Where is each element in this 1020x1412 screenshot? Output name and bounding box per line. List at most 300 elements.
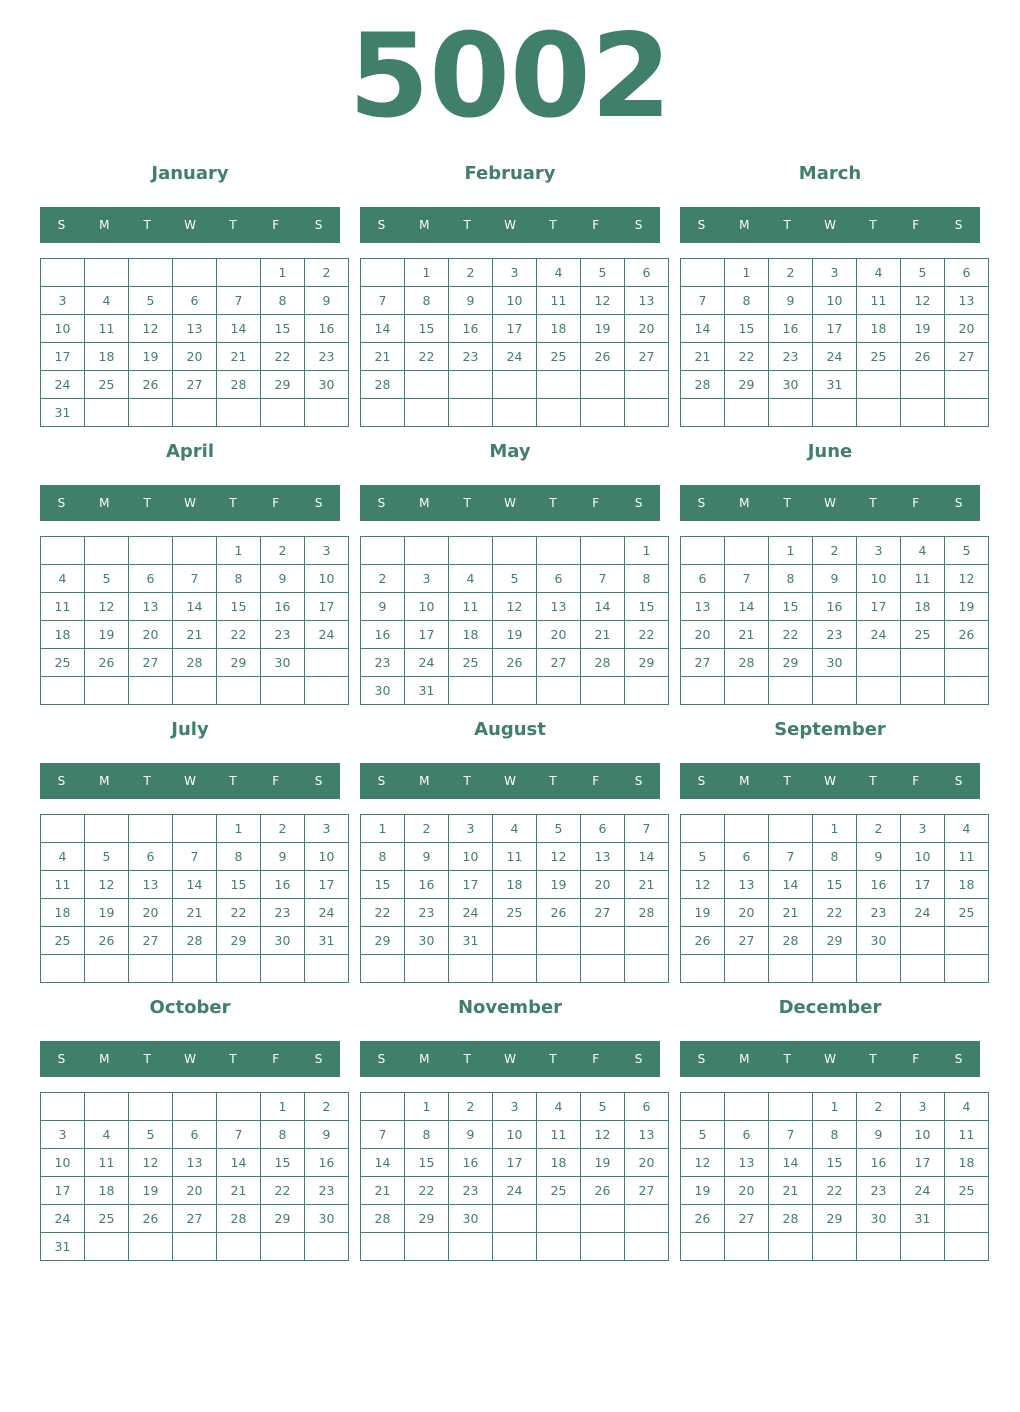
week-row [361,537,669,565]
empty-day-cell [681,399,725,427]
weekday-label: T [229,1052,237,1066]
day-cell: 30 [305,371,349,399]
empty-day-cell [449,955,493,983]
day-cell: 1 [725,259,769,287]
day-cell: 2 [857,1093,901,1121]
week-row [681,1121,989,1149]
month-title: December [778,997,882,1018]
month-title: March [798,163,862,184]
week-row [681,621,989,649]
day-cell: 29 [361,927,405,955]
weekday-label: M [419,218,430,232]
empty-day-cell [173,1093,217,1121]
day-cell: 26 [901,343,945,371]
day-cell: 19 [581,315,625,343]
weekday-label: T [783,218,791,232]
day-cell: 12 [681,871,725,899]
day-cell: 11 [41,871,85,899]
day-cell: 16 [305,1149,349,1177]
day-cell: 30 [857,927,901,955]
day-cell: 8 [361,843,405,871]
weekday-label: T [783,774,791,788]
empty-day-cell [493,955,537,983]
week-row [361,955,669,983]
day-cell: 3 [493,1093,537,1121]
week-row [41,871,349,899]
empty-day-cell [581,371,625,399]
weekday-header [360,485,660,521]
day-cell: 11 [537,287,581,315]
empty-day-cell [901,955,945,983]
day-cell: 11 [901,565,945,593]
empty-day-cell [681,1093,725,1121]
day-cell: 7 [769,1121,813,1149]
day-cell: 10 [493,1121,537,1149]
day-cell: 29 [217,649,261,677]
day-cell: 13 [537,593,581,621]
day-cell: 14 [173,593,217,621]
empty-day-cell [261,955,305,983]
day-cell: 21 [217,1177,261,1205]
weekday-label: S [954,218,963,232]
day-cell: 4 [945,815,989,843]
day-cell: 30 [449,1205,493,1233]
day-cell: 3 [305,537,349,565]
day-cell: 22 [217,621,261,649]
day-cell: 27 [725,1205,769,1233]
day-cell: 9 [305,1121,349,1149]
day-cell: 5 [493,565,537,593]
day-cell: 10 [41,1149,85,1177]
day-cell: 13 [581,843,625,871]
weekday-label: S [634,774,643,788]
day-cell: 31 [41,399,85,427]
weekday-label: S [377,496,386,510]
weekday-label: S [377,218,386,232]
day-cell: 5 [681,843,725,871]
empty-day-cell [361,1233,405,1261]
weekday-label: W [184,1052,196,1066]
empty-day-cell [625,677,669,705]
day-cell: 5 [537,815,581,843]
day-cell: 19 [85,899,129,927]
empty-day-cell [41,677,85,705]
weekday-label: S [57,1052,66,1066]
day-cell: 3 [857,537,901,565]
week-row [681,343,989,371]
month-title: May [489,441,531,462]
empty-day-cell [85,955,129,983]
weekday-label: F [912,496,920,510]
day-cell: 30 [813,649,857,677]
day-cell: 20 [129,621,173,649]
day-cell: 18 [857,315,901,343]
day-cell: 22 [405,343,449,371]
day-cell: 11 [945,843,989,871]
weekday-label: T [229,496,237,510]
week-row [681,1233,989,1261]
day-cell: 24 [41,1205,85,1233]
day-cell: 1 [405,1093,449,1121]
day-cell: 1 [769,537,813,565]
day-cell: 7 [217,287,261,315]
day-cell: 27 [173,1205,217,1233]
week-row [681,927,989,955]
day-cell: 28 [173,927,217,955]
day-cell: 24 [305,899,349,927]
day-cell: 29 [625,649,669,677]
day-grid [680,258,989,427]
weekday-label: S [697,1052,706,1066]
empty-day-cell [305,649,349,677]
day-cell: 3 [901,1093,945,1121]
day-cell: 29 [217,927,261,955]
day-cell: 3 [405,565,449,593]
empty-day-cell [449,371,493,399]
week-row [41,843,349,871]
empty-day-cell [85,259,129,287]
empty-day-cell [405,955,449,983]
day-cell: 18 [493,871,537,899]
day-cell: 19 [493,621,537,649]
day-cell: 18 [41,899,85,927]
weekday-label: F [592,218,600,232]
day-cell: 25 [537,343,581,371]
day-cell: 23 [769,343,813,371]
weekday-label: T [143,1052,151,1066]
empty-day-cell [173,537,217,565]
day-cell: 31 [405,677,449,705]
week-row [681,1177,989,1205]
empty-day-cell [173,677,217,705]
empty-day-cell [857,677,901,705]
week-row [361,399,669,427]
day-cell: 22 [261,343,305,371]
weekday-label: W [184,774,196,788]
day-cell: 27 [945,343,989,371]
weekday-label: T [783,496,791,510]
week-row [361,287,669,315]
day-cell: 29 [261,1205,305,1233]
day-cell: 5 [581,1093,625,1121]
day-cell: 16 [449,1149,493,1177]
weekday-label: F [592,774,600,788]
day-cell: 24 [41,371,85,399]
day-cell: 1 [217,815,261,843]
day-cell: 26 [85,927,129,955]
empty-day-cell [405,1233,449,1261]
empty-day-cell [449,537,493,565]
day-cell: 28 [625,899,669,927]
empty-day-cell [173,399,217,427]
day-cell: 8 [261,1121,305,1149]
day-cell: 6 [725,843,769,871]
day-cell: 17 [901,871,945,899]
day-cell: 10 [493,287,537,315]
day-cell: 18 [41,621,85,649]
day-cell: 4 [901,537,945,565]
day-cell: 2 [261,537,305,565]
week-row [361,1205,669,1233]
day-cell: 5 [901,259,945,287]
day-cell: 30 [405,927,449,955]
weekday-label: S [697,774,706,788]
day-cell: 8 [625,565,669,593]
day-cell: 12 [129,315,173,343]
empty-day-cell [945,955,989,983]
weekday-label: M [739,496,750,510]
weekday-label: S [954,774,963,788]
day-cell: 7 [769,843,813,871]
empty-day-cell [725,537,769,565]
weekday-label: W [184,218,196,232]
day-cell: 21 [725,621,769,649]
weekday-header [40,207,340,243]
empty-day-cell [129,537,173,565]
day-cell: 16 [261,871,305,899]
day-cell: 26 [129,371,173,399]
day-cell: 17 [405,621,449,649]
day-cell: 20 [945,315,989,343]
day-cell: 21 [173,621,217,649]
empty-day-cell [41,815,85,843]
day-cell: 24 [449,899,493,927]
weekday-label: S [314,1052,323,1066]
empty-day-cell [129,259,173,287]
empty-day-cell [813,1233,857,1261]
week-row [41,1205,349,1233]
week-row [681,1093,989,1121]
week-row [681,815,989,843]
day-cell: 4 [41,843,85,871]
week-row [41,677,349,705]
weekday-label: T [463,774,471,788]
empty-day-cell [305,677,349,705]
day-cell: 3 [901,815,945,843]
day-cell: 21 [361,1177,405,1205]
day-cell: 3 [813,259,857,287]
day-grid [680,536,989,705]
day-cell: 5 [681,1121,725,1149]
empty-day-cell [769,815,813,843]
day-cell: 14 [361,1149,405,1177]
day-cell: 30 [857,1205,901,1233]
empty-day-cell [173,259,217,287]
day-cell: 25 [857,343,901,371]
day-cell: 20 [173,1177,217,1205]
day-cell: 7 [625,815,669,843]
weekday-label: S [697,496,706,510]
week-row [41,1149,349,1177]
empty-day-cell [681,677,725,705]
empty-day-cell [449,399,493,427]
day-cell: 12 [681,1149,725,1177]
week-row [361,1121,669,1149]
day-cell: 21 [769,899,813,927]
empty-day-cell [581,677,625,705]
day-cell: 30 [305,1205,349,1233]
day-cell: 14 [361,315,405,343]
week-row [681,593,989,621]
day-cell: 13 [725,871,769,899]
day-cell: 16 [405,871,449,899]
week-row [361,315,669,343]
day-cell: 11 [493,843,537,871]
empty-day-cell [493,537,537,565]
empty-day-cell [493,1233,537,1261]
day-cell: 9 [449,287,493,315]
day-cell: 24 [813,343,857,371]
day-cell: 9 [405,843,449,871]
day-cell: 20 [681,621,725,649]
day-grid [680,1092,989,1261]
day-cell: 25 [945,899,989,927]
day-cell: 5 [85,565,129,593]
weekday-label: M [739,218,750,232]
day-cell: 28 [581,649,625,677]
day-cell: 2 [305,1093,349,1121]
day-cell: 10 [813,287,857,315]
day-cell: 15 [361,871,405,899]
empty-day-cell [537,927,581,955]
day-cell: 10 [405,593,449,621]
day-cell: 2 [261,815,305,843]
empty-day-cell [361,537,405,565]
week-row [681,537,989,565]
empty-day-cell [813,677,857,705]
day-cell: 3 [41,1121,85,1149]
day-cell: 28 [725,649,769,677]
empty-day-cell [537,537,581,565]
day-grid [40,1092,349,1261]
day-cell: 27 [681,649,725,677]
day-cell: 23 [857,1177,901,1205]
empty-day-cell [945,371,989,399]
day-cell: 6 [725,1121,769,1149]
day-cell: 3 [493,259,537,287]
weekday-label: T [229,774,237,788]
weekday-label: S [57,774,66,788]
day-cell: 23 [305,343,349,371]
empty-day-cell [129,815,173,843]
empty-day-cell [857,1233,901,1261]
weekday-label: F [912,1052,920,1066]
day-cell: 17 [41,343,85,371]
week-row [41,287,349,315]
day-cell: 11 [857,287,901,315]
empty-day-cell [725,815,769,843]
weekday-label: M [99,1052,110,1066]
week-row [681,1205,989,1233]
day-cell: 26 [537,899,581,927]
day-cell: 23 [449,343,493,371]
month-title: July [171,719,209,740]
empty-day-cell [449,1233,493,1261]
week-row [361,843,669,871]
empty-day-cell [305,955,349,983]
day-cell: 22 [405,1177,449,1205]
week-row [41,315,349,343]
week-row [681,287,989,315]
week-row [681,649,989,677]
empty-day-cell [217,399,261,427]
week-row [681,315,989,343]
empty-day-cell [493,677,537,705]
day-cell: 25 [449,649,493,677]
day-cell: 17 [857,593,901,621]
day-cell: 13 [681,593,725,621]
week-row [41,537,349,565]
empty-day-cell [41,955,85,983]
day-cell: 19 [681,1177,725,1205]
day-cell: 15 [813,1149,857,1177]
week-row [41,955,349,983]
empty-day-cell [581,1205,625,1233]
weekday-label: W [504,1052,516,1066]
day-cell: 13 [173,1149,217,1177]
day-cell: 15 [813,871,857,899]
empty-day-cell [129,955,173,983]
day-cell: 4 [85,1121,129,1149]
weekday-label: T [143,218,151,232]
weekday-header [40,485,340,521]
day-cell: 13 [129,593,173,621]
day-cell: 8 [261,287,305,315]
weekday-label: T [783,1052,791,1066]
day-cell: 12 [129,1149,173,1177]
day-cell: 5 [945,537,989,565]
empty-day-cell [173,955,217,983]
day-cell: 17 [449,871,493,899]
empty-day-cell [217,677,261,705]
month-title: February [464,163,556,184]
day-cell: 7 [361,287,405,315]
weekday-label: F [272,774,280,788]
day-cell: 25 [85,371,129,399]
week-row [41,649,349,677]
day-cell: 18 [85,1177,129,1205]
day-cell: 24 [901,1177,945,1205]
day-cell: 20 [581,871,625,899]
day-cell: 24 [405,649,449,677]
empty-day-cell [681,537,725,565]
empty-day-cell [857,955,901,983]
weekday-label: M [419,774,430,788]
day-cell: 31 [901,1205,945,1233]
weekday-label: S [314,218,323,232]
day-cell: 16 [857,871,901,899]
day-cell: 9 [857,843,901,871]
day-cell: 11 [449,593,493,621]
day-cell: 11 [85,1149,129,1177]
day-cell: 28 [769,927,813,955]
weekday-label: T [549,774,557,788]
day-cell: 26 [681,927,725,955]
month-title: September [774,719,886,740]
weekday-label: S [634,496,643,510]
day-cell: 2 [449,1093,493,1121]
day-cell: 8 [813,1121,857,1149]
weekday-label: T [143,496,151,510]
day-cell: 9 [261,565,305,593]
day-cell: 31 [305,927,349,955]
day-cell: 29 [261,371,305,399]
day-cell: 19 [85,621,129,649]
day-cell: 31 [449,927,493,955]
weekday-label: S [57,496,66,510]
week-row [681,843,989,871]
day-cell: 14 [725,593,769,621]
